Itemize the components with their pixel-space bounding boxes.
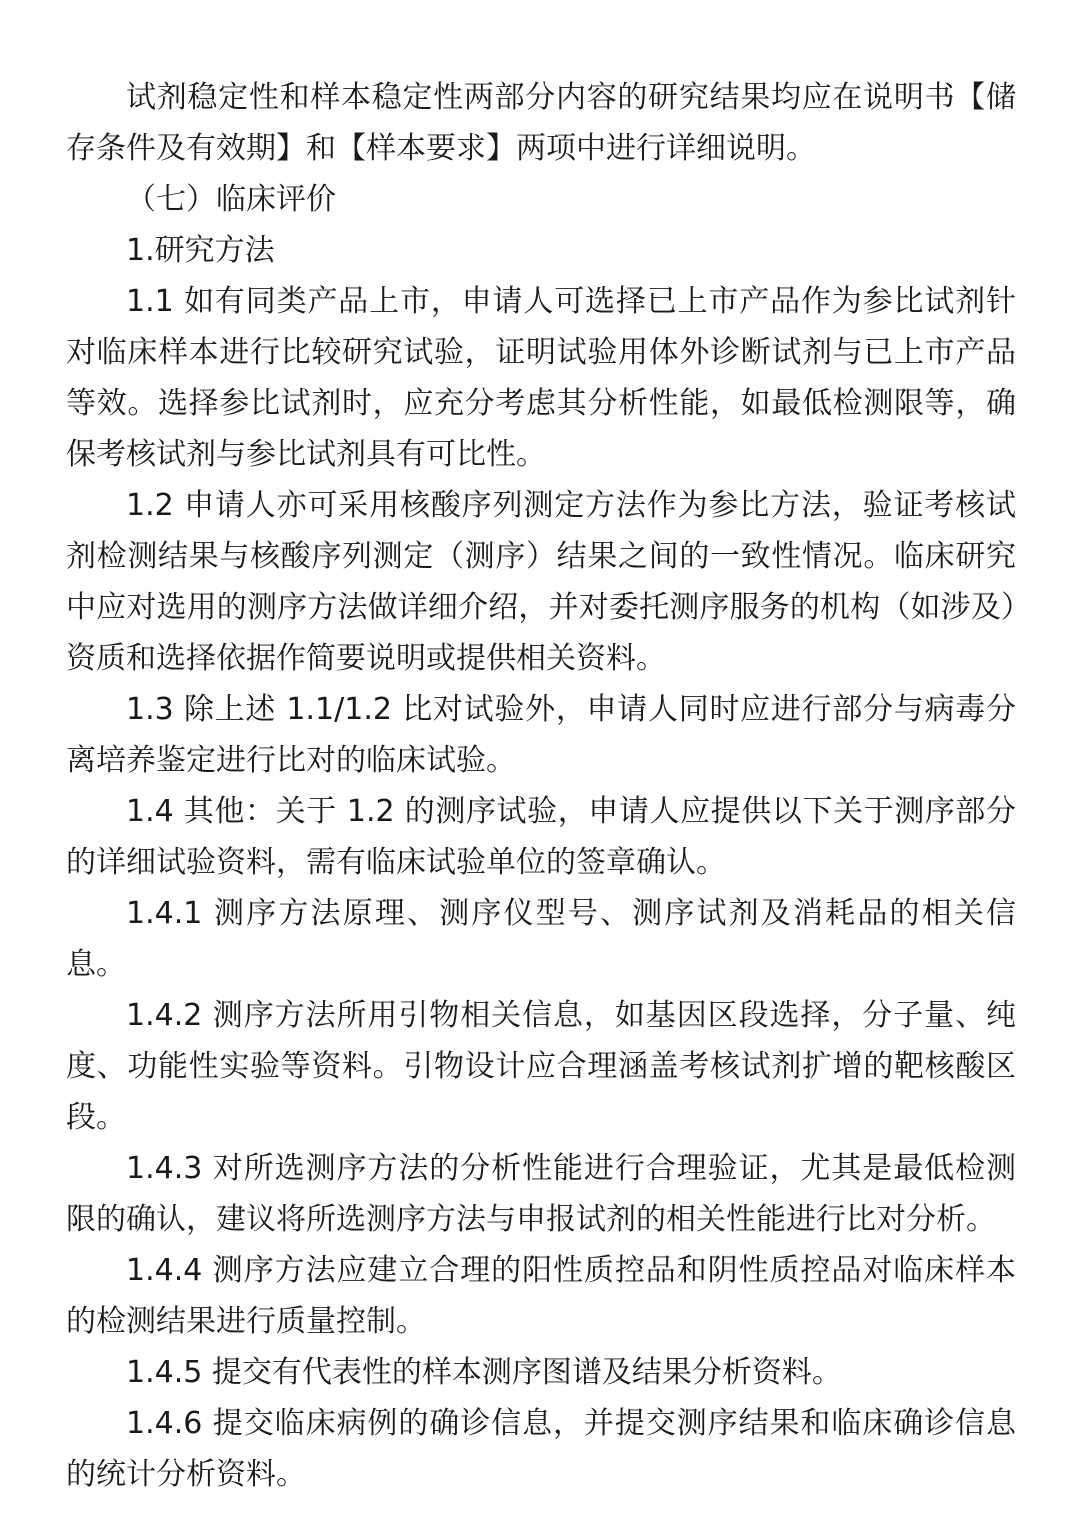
paragraph-1-1: 1.1 如有同类产品上市，申请人可选择已上市产品作为参比试剂针对临床样本进行比较研究试验，证明试验用体外诊断试剂与已上市产品等效。选择参比试剂时，应充分考虑其分析性能，如最低检测限等，确保考核试剂与参比试剂具有可比性。	[66, 284, 1016, 472]
paragraph-1-4: 1.4 其他：关于 1.2 的测序试验，申请人应提供以下关于测序部分的详细试验资料，需有临床试验单位的签章确认。	[66, 794, 1016, 880]
paragraph-1-2: 1.2 申请人亦可采用核酸序列测定方法作为参比方法，验证考核试剂检测结果与核酸序列测定（测序）结果之间的一致性情况。临床研究中应对选用的测序方法做详细介绍，并对委托测序服务的机构（如涉及）资质和选择依据作简要说明或提供相关资料。	[66, 488, 1016, 676]
paragraph-1-4-4: 1.4.4 测序方法应建立合理的阳性质控品和阴性质控品对临床样本的检测结果进行质量控制。	[66, 1253, 1016, 1339]
subheading-research-method: 1.研究方法	[126, 233, 275, 268]
section-heading-clinical-evaluation: （七）临床评价	[126, 182, 336, 217]
paragraph-1-4-2: 1.4.2 测序方法所用引物相关信息，如基因区段选择，分子量、纯度、功能性实验等资料。引物设计应合理涵盖考核试剂扩增的靶核酸区段。	[66, 998, 1016, 1135]
paragraph-1-4-1: 1.4.1 测序方法原理、测序仪型号、测序试剂及消耗品的相关信息。	[66, 896, 1016, 982]
paragraph-1-3: 1.3 除上述 1.1/1.2 比对试验外，申请人同时应进行部分与病毒分离培养鉴定进行比对的临床试验。	[66, 692, 1016, 778]
paragraph-stability-summary: 试剂稳定性和样本稳定性两部分内容的研究结果均应在说明书【储存条件及有效期】和【样本要求】两项中进行详细说明。	[66, 80, 1016, 166]
paragraph-1-4-6: 1.4.6 提交临床病例的确诊信息，并提交测序结果和临床确诊信息的统计分析资料。	[66, 1406, 1016, 1492]
paragraph-1-4-5: 1.4.5 提交有代表性的样本测序图谱及结果分析资料。	[126, 1355, 842, 1390]
document-body	[66, 72, 1016, 1500]
paragraph-1-4-3: 1.4.3 对所选测序方法的分析性能进行合理验证，尤其是最低检测限的确认，建议将所选测序方法与申报试剂的相关性能进行比对分析。	[66, 1151, 1016, 1237]
